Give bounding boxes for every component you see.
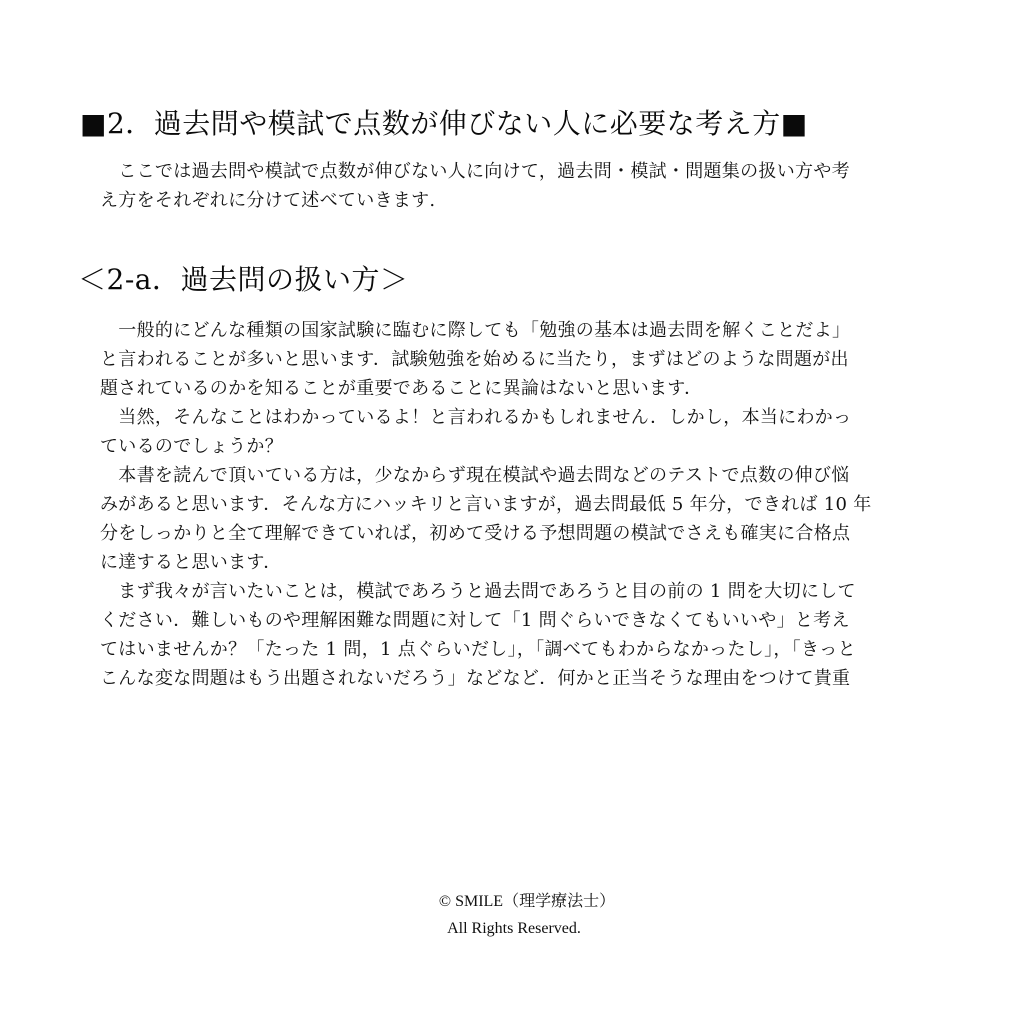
paragraph-line: 一般的にどんな種類の国家試験に臨むに際しても「勉強の基本は過去問を解くことだよ」 xyxy=(100,320,851,341)
paragraph-line: 本書を読んで頂いている方は，少なからず現在模試や過去問などのテストで点数の伸び悩 xyxy=(100,465,850,486)
paragraph-line: こんな変な問題はもう出題されないだろう」などなど．何かと正当そうな理由をつけて貴重 xyxy=(100,668,851,689)
page-footer xyxy=(0,888,1024,942)
body-text xyxy=(100,316,952,693)
rights-notice: All Rights Reserved. xyxy=(447,920,581,937)
intro-paragraph xyxy=(100,157,952,215)
paragraph-line: てはいませんか？「たった 1 問，1 点ぐらいだし」，「調べてもわからなかったし」，「きっと xyxy=(100,639,856,660)
paragraph-line: え方をそれぞれに分けて述べていきます. xyxy=(100,190,436,211)
paragraph-line: 当然，そんなことはわかっているよ！と言われるかもしれません．しかし，本当にわかっ xyxy=(100,407,852,428)
paragraph-line: ているのでしょうか？ xyxy=(100,436,283,457)
section-heading: ■2．過去問や模試で点数が伸びない人に必要な考え方■ xyxy=(80,107,808,140)
paragraph-line: 題されているのかを知ることが重要であることに異論はないと思います． xyxy=(100,378,703,399)
copyright-notice: © SMILE（理学療法士） xyxy=(438,893,616,910)
paragraph-line: ここでは過去問や模試で点数が伸びない人に向けて，過去問・模試・問題集の扱い方や考 xyxy=(100,161,850,182)
subsection-heading: ＜2-a．過去問の扱い方＞ xyxy=(78,263,409,296)
paragraph-line: みがあると思います．そんな方にハッキリと言いますが，過去問最低 5 年分，できれば 10 年 xyxy=(100,494,872,515)
paragraph-line: まず我々が言いたいことは，模試であろうと過去問であろうと目の前の 1 問を大切にして xyxy=(100,581,856,602)
paragraph-line: ください．難しいものや理解困難な問題に対して「1 問ぐらいできなくてもいいや」と考え xyxy=(100,610,850,631)
paragraph-line: 分をしっかりと全て理解できていれば，初めて受ける予想問題の模試でさえも確実に合格点 xyxy=(100,523,851,544)
paragraph-line: に達すると思います． xyxy=(100,552,282,573)
paragraph-line: と言われることが多いと思います．試験勉強を始めるに当たり，まずはどのような問題が出 xyxy=(100,349,849,370)
